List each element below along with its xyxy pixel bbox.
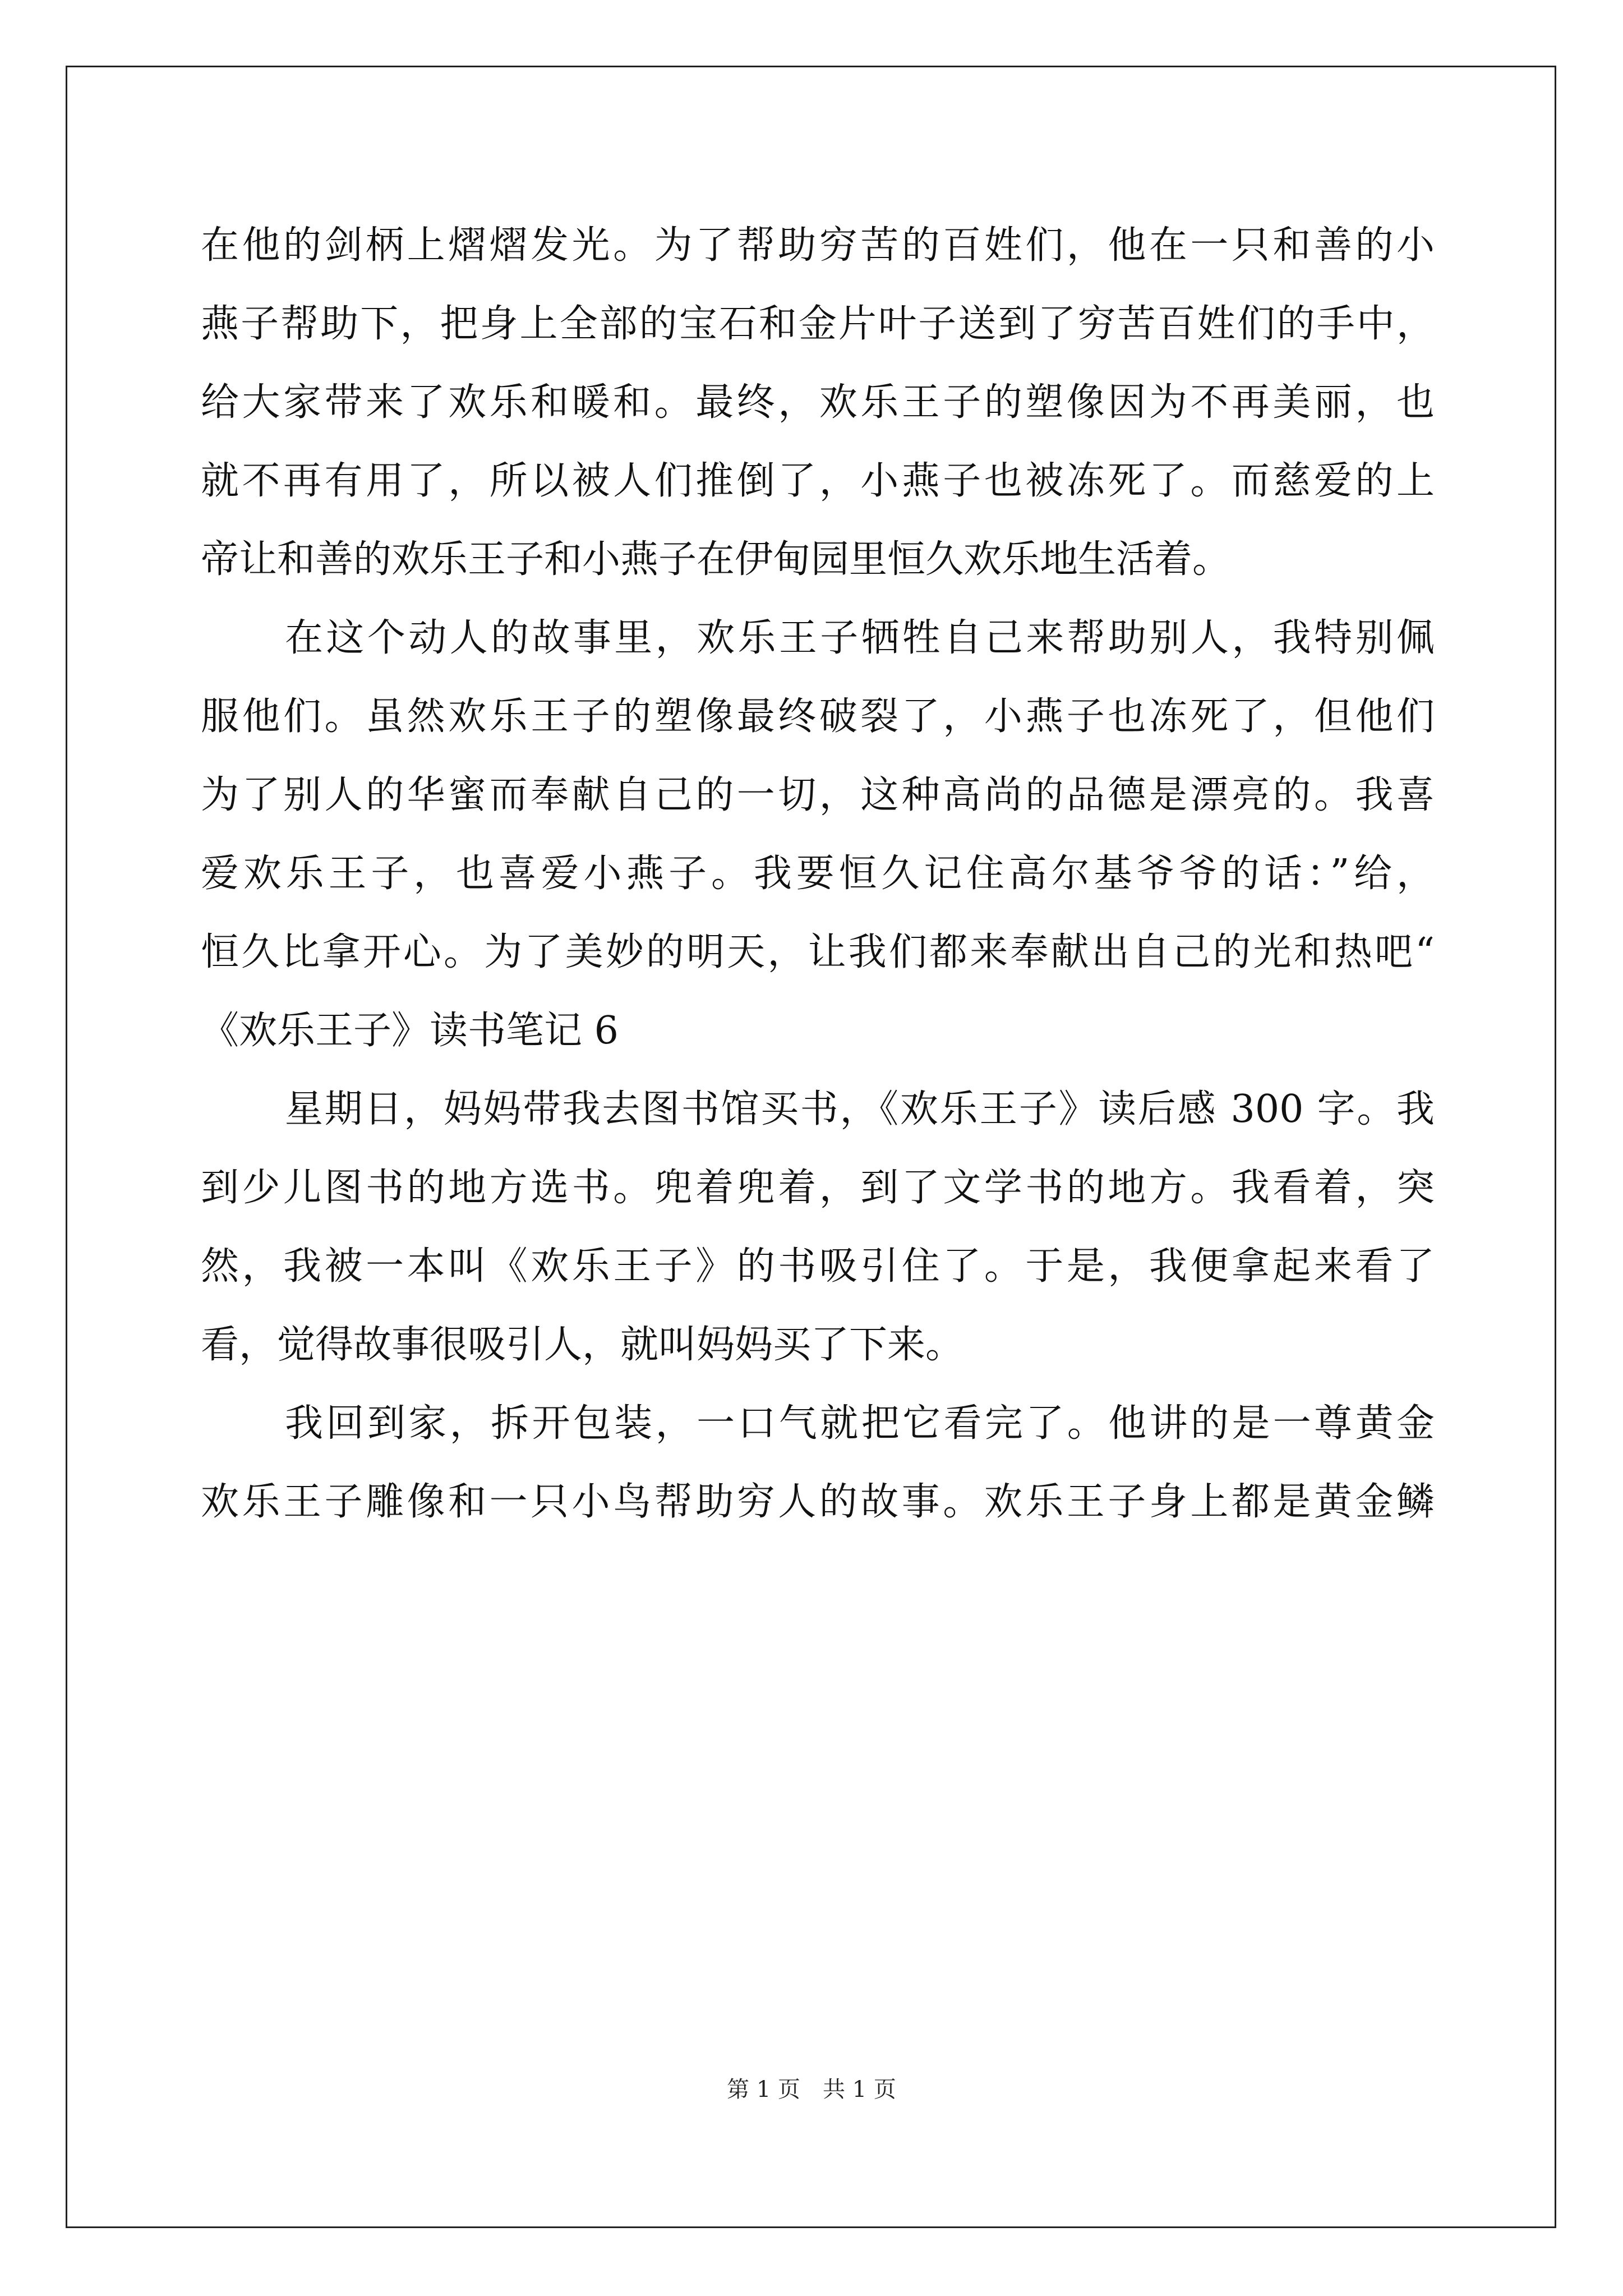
text-line: 帝让和善的欢乐王子和小燕子在伊甸园里恒久欢乐地生活着。	[201, 537, 1231, 582]
page-number: 第 1 页 共 1 页	[727, 2077, 896, 2102]
text-line: 爱欢乐王子，也喜爱小燕子。我要恒久记住高尔基爷爷的话：”给，	[201, 852, 1435, 896]
text-line: 星期日，妈妈带我去图书馆买书，《欢乐王子》读后感 300 字。我	[285, 1087, 1435, 1131]
text-line: 恒久比拿开心。为了美妙的明天，让我们都来奉献出自己的光和热吧“	[201, 930, 1435, 974]
text-line: 为了别人的华蜜而奉献自己的一切，这种高尚的品德是漂亮的。我喜	[201, 773, 1435, 817]
text-line: 就不再有用了，所以被人们推倒了，小燕子也被冻死了。而慈爱的上	[201, 459, 1435, 503]
text-line: 看，觉得故事很吸引人，就叫妈妈买了下来。	[201, 1323, 964, 1367]
text-line: 燕子帮助下，把身上全部的宝石和金片叶子送到了穷苦百姓们的手中，	[201, 302, 1435, 346]
text-line: 然，我被一本叫《欢乐王子》的书吸引住了。于是，我便拿起来看了	[201, 1244, 1435, 1289]
section-heading: 《欢乐王子》读书笔记 6	[201, 1009, 619, 1053]
text-line: 在这个动人的故事里，欢乐王子牺牲自己来帮助别人，我特别佩	[285, 616, 1435, 660]
text-line: 给大家带来了欢乐和暖和。最终，欢乐王子的塑像因为不再美丽，也	[201, 380, 1435, 425]
text-line: 到少儿图书的地方选书。兜着兜着，到了文学书的地方。我看着，突	[201, 1166, 1435, 1210]
text-line: 欢乐王子雕像和一只小鸟帮助穷人的故事。欢乐王子身上都是黄金鳞	[201, 1480, 1435, 1524]
text-line: 我回到家，拆开包装，一口气就把它看完了。他讲的是一尊黄金	[285, 1401, 1435, 1446]
text-line: 在他的剑柄上熠熠发光。为了帮助穷苦的百姓们，他在一只和善的小	[201, 223, 1435, 268]
text-line: 服他们。虽然欢乐王子的塑像最终破裂了，小燕子也冻死了，但他们	[201, 694, 1435, 739]
document-body	[201, 206, 1435, 1542]
